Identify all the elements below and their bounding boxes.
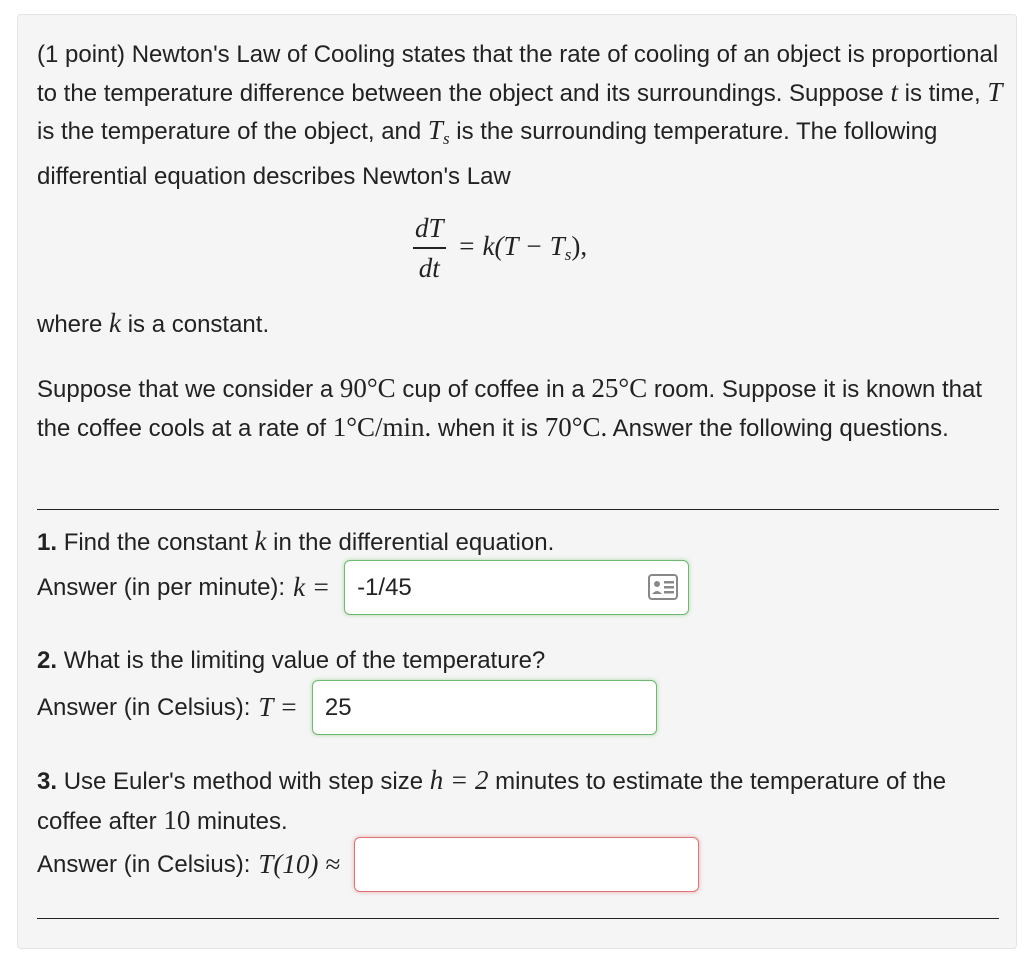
equation-rhs-end: ),: [571, 231, 588, 261]
point-value: (1 point): [37, 41, 126, 68]
divider-top: [37, 509, 999, 510]
equation-editor-icon[interactable]: [648, 574, 678, 600]
question-3-number: 3.: [37, 768, 58, 795]
var-Ts-main: T: [427, 115, 443, 145]
answer-row-2: [37, 680, 657, 735]
intro-text-3: is the temperature of the object, and: [37, 118, 422, 145]
question-1-text-post: in the differential equation.: [273, 529, 555, 556]
answer-2-label: Answer (in Celsius):: [37, 693, 251, 721]
answer-2-math: T =: [258, 692, 298, 722]
question-3: [37, 761, 1012, 841]
question-2: [37, 642, 1012, 680]
measured-temp: 70°C.: [544, 411, 608, 442]
intro-text-1: Newton's Law of Cooling states that the rate of cooling of an object is proportional to the temperature difference between the object and its surroundings. Suppose: [37, 41, 999, 107]
problem-panel: [17, 14, 1017, 949]
question-3-text-mid: minutes to estimate the temperature of the coffee after: [37, 768, 947, 835]
fraction-denominator: dt: [418, 253, 440, 283]
scenario-text-1: Suppose that we consider a: [37, 376, 334, 403]
var-T: T: [987, 76, 1003, 107]
question-1-var: k: [254, 526, 267, 556]
room-temp: 25°C: [591, 373, 648, 403]
where-pre: where: [37, 311, 103, 338]
fraction-numerator: dT: [413, 213, 446, 249]
answer-row-1: [37, 560, 689, 615]
question-1-number: 1.: [37, 529, 58, 556]
answer-1-label: Answer (in per minute):: [37, 573, 286, 601]
problem-intro: [37, 36, 1012, 195]
question-1-text-pre: Find the constant: [63, 529, 248, 556]
intro-text-4: is the surrounding temperature. The following differential equation describes Newton's Law: [37, 118, 938, 190]
equation-rhs-sub: s: [564, 245, 572, 264]
derivative-fraction: [413, 213, 446, 283]
var-t: t: [890, 76, 898, 107]
scenario-text-2: cup of coffee in a: [402, 376, 585, 403]
cooling-rate: 1°C/min.: [332, 411, 432, 442]
equation-rhs: [458, 231, 588, 265]
divider-bottom: [37, 918, 999, 919]
answer-2-input[interactable]: [312, 680, 657, 735]
question-3-text-pre: Use Euler's method with step size: [63, 768, 424, 795]
where-statement: [37, 305, 1012, 344]
intro-text-2: is time,: [904, 79, 981, 107]
question-3-step-size: h = 2: [429, 765, 489, 795]
answer-3-input[interactable]: [354, 837, 699, 892]
var-Ts-sub: s: [442, 129, 450, 148]
answer-1-math: k =: [293, 572, 331, 602]
answer-row-3: [37, 837, 699, 892]
question-2-text: What is the limiting value of the temperature?: [63, 647, 546, 674]
var-Ts: [427, 115, 450, 148]
differential-equation: [413, 213, 587, 283]
answer-1-value: -1/45: [357, 573, 412, 601]
scenario-text: [37, 370, 1012, 447]
scenario-text-5: Answer the following questions.: [612, 414, 949, 442]
coffee-temp: 90°C: [339, 373, 396, 403]
question-1: [37, 522, 1012, 562]
var-k: k: [109, 308, 122, 338]
answer-2-value: 25: [324, 693, 352, 721]
scenario-text-3: room. Suppose it is known that the coffee cools at a rate of: [37, 376, 983, 442]
answer-1-input[interactable]: [344, 560, 689, 615]
answer-3-label: Answer (in Celsius):: [37, 850, 251, 878]
question-3-text-post: minutes.: [196, 808, 288, 835]
where-post: is a constant.: [127, 311, 270, 338]
question-3-ten: 10: [163, 805, 191, 835]
equation-rhs-main: = k(T − T: [457, 231, 565, 261]
scenario-text-4: when it is: [437, 414, 539, 442]
answer-3-math: T(10) ≈: [258, 849, 340, 879]
question-2-number: 2.: [37, 647, 58, 674]
